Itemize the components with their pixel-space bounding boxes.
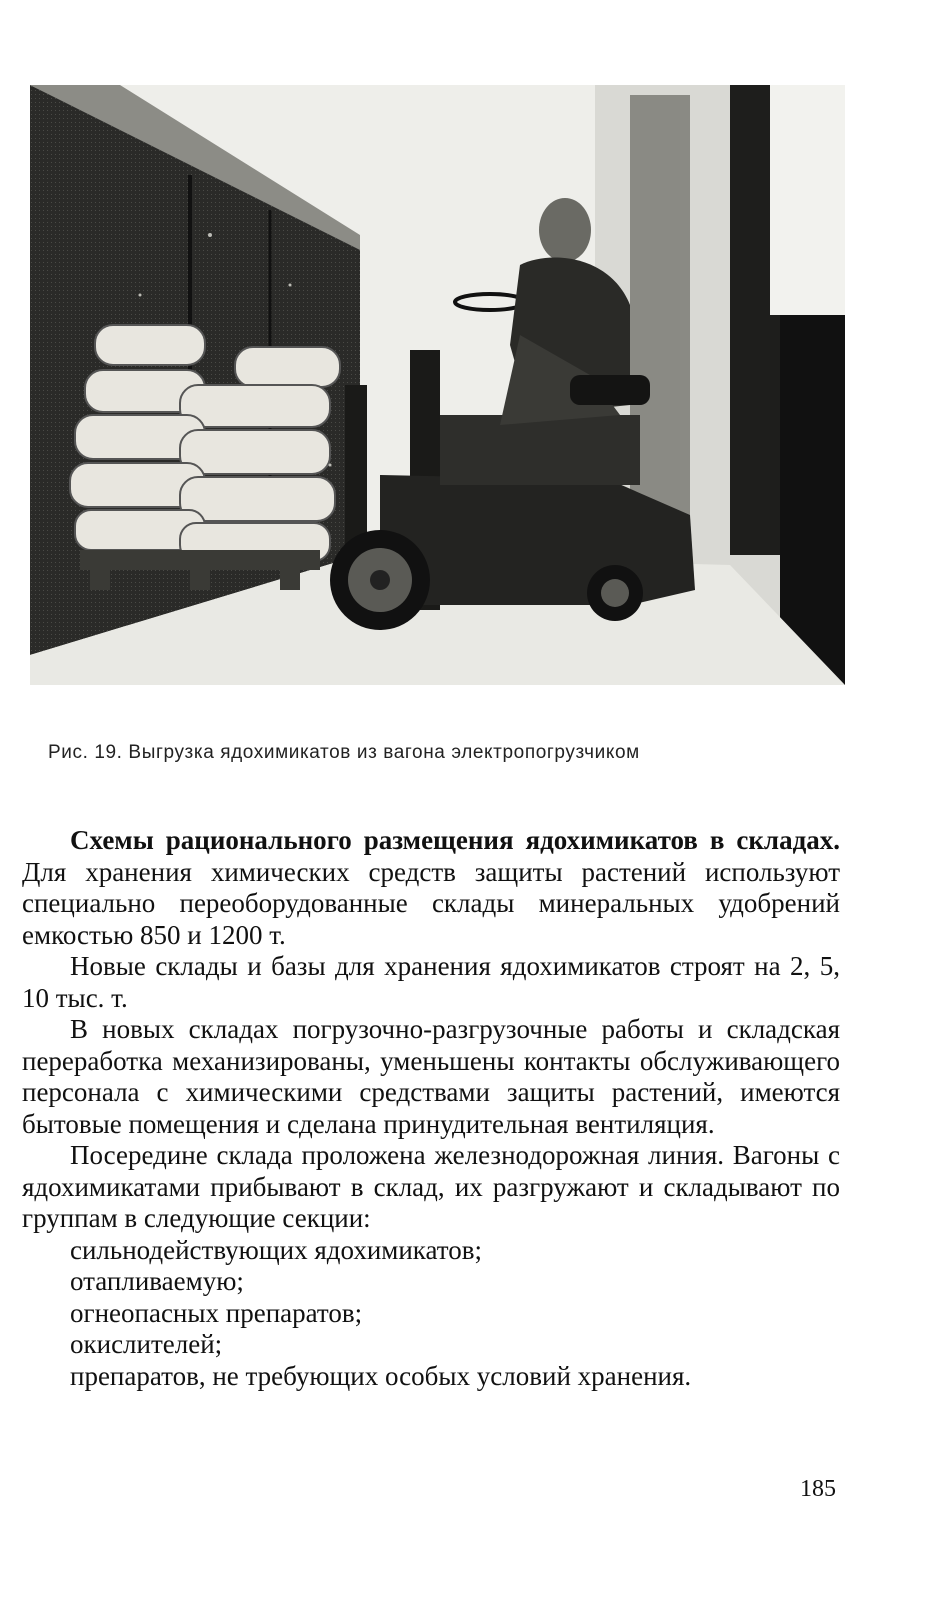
list-item: огнеопасных препаратов; xyxy=(70,1297,363,1328)
page-number: 185 xyxy=(800,1476,836,1502)
section-heading: Схемы рационального размещения ядохимикатов в складах. xyxy=(70,825,840,855)
list-item: препаратов, не требующих особых условий хранения. xyxy=(70,1360,692,1391)
list-item: окислителей; xyxy=(70,1329,223,1359)
paragraph-4: Посередине склада проложена железнодорожная линия. Вагоны с ядохимикатами прибывают в склад, их разгружают и складывают по группам в следующие секции: xyxy=(22,1140,840,1233)
figure-photo xyxy=(30,85,845,685)
paragraph-1-text: Для хранения химических средств защиты растений используют специально переоборудованные склады минеральных удобрений емкостью 850 и 1200 т. xyxy=(22,856,840,950)
body-text xyxy=(22,825,840,1392)
paragraph-3: В новых складах погрузочно-разгрузочные работы и складская переработка механизированы, уменьшены контакты обслуживающего персонала с химическими средствами защиты растений, имеются бытовые помещения и сделана принудительная вентиляция. xyxy=(22,1014,840,1139)
paragraph-2: Новые склады и базы для хранения ядохимикатов строят на 2, 5, 10 тыс. т. xyxy=(22,951,840,1013)
sections-list xyxy=(22,1235,840,1393)
figure-caption: Рис. 19. Выгрузка ядохимикатов из вагона электропогрузчиком xyxy=(48,742,640,763)
paragraph-1 xyxy=(22,825,840,951)
forklift-unloading-photo xyxy=(30,85,845,685)
list-item: отапливаемую; xyxy=(70,1266,244,1296)
list-item: сильнодействующих ядохимикатов; xyxy=(70,1234,482,1265)
